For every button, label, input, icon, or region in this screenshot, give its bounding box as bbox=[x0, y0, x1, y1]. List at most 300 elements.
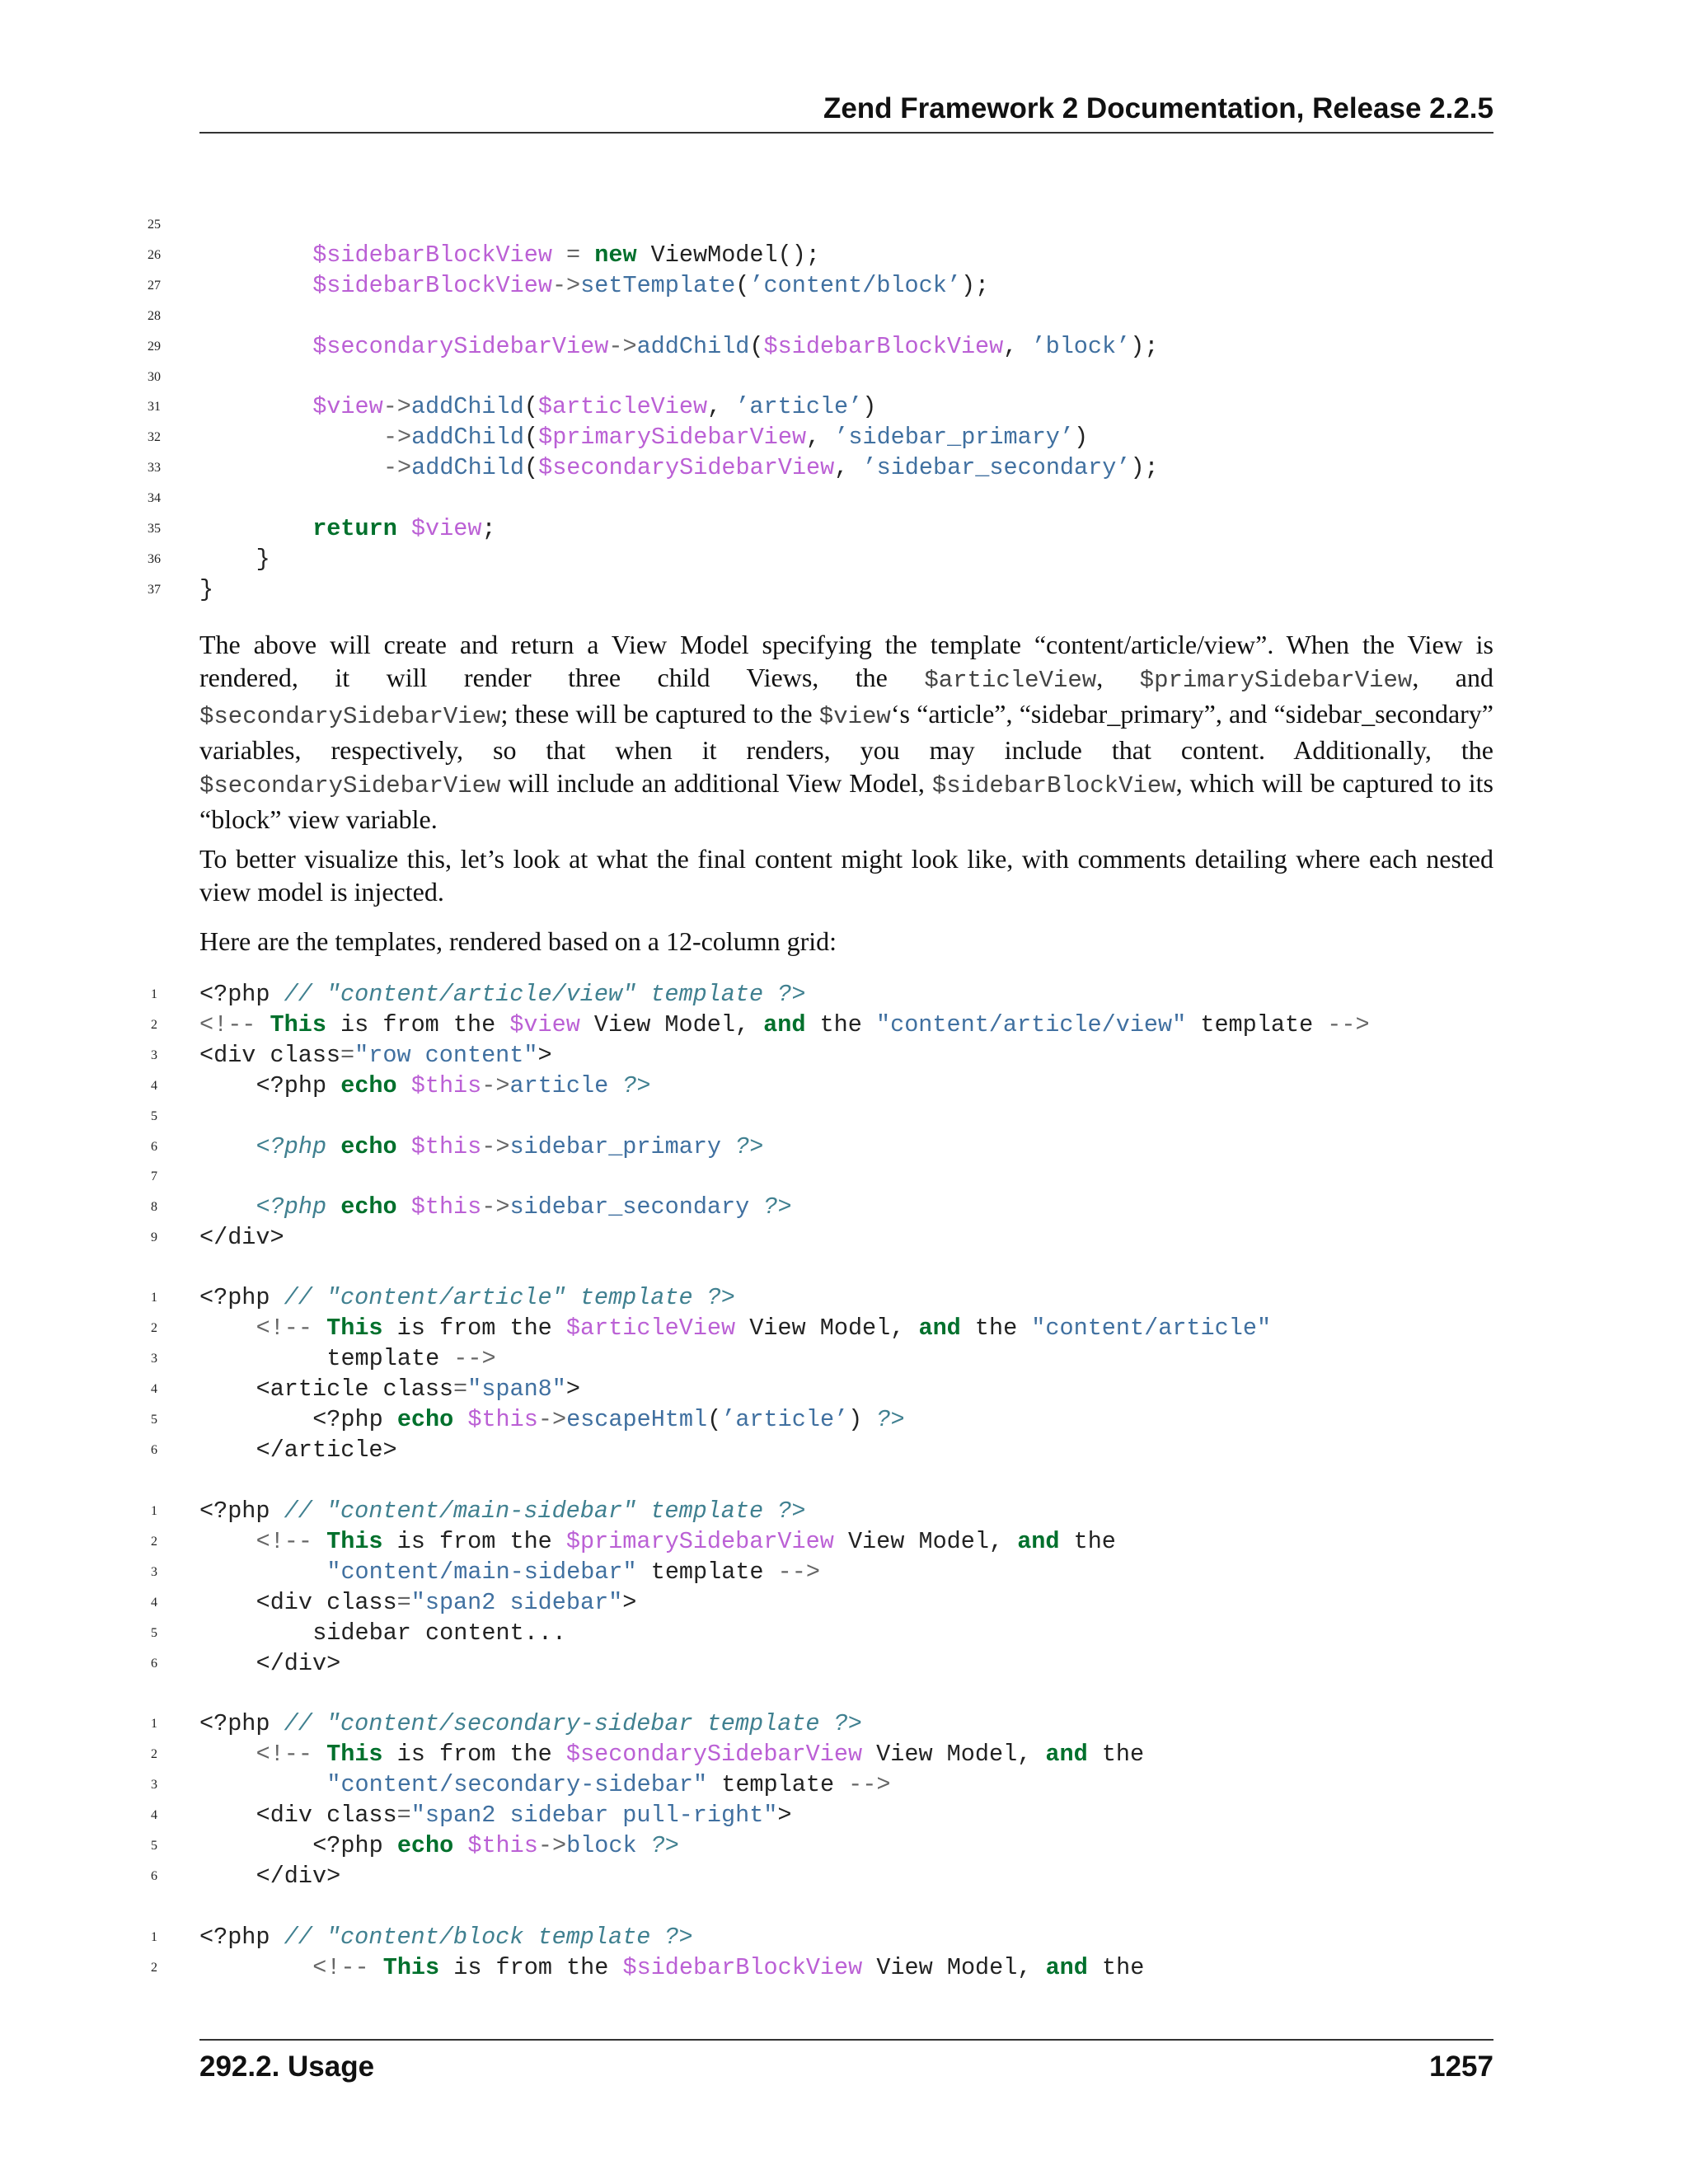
code-text bbox=[326, 1557, 820, 1587]
paragraph-templates-intro: Here are the templates, rendered based on a 12-column grid: bbox=[199, 926, 837, 956]
code-token: new bbox=[594, 241, 637, 269]
code-token: --> bbox=[1327, 1010, 1370, 1038]
code-line bbox=[0, 1343, 1688, 1374]
code-line bbox=[0, 1192, 1688, 1222]
line-number: 35 bbox=[148, 522, 161, 536]
code-line bbox=[0, 452, 1688, 483]
code-token: // "content/block template ?> bbox=[284, 1924, 693, 1951]
code-token: echo bbox=[340, 1193, 397, 1221]
line-number: 6 bbox=[151, 1442, 157, 1457]
line-number: 1 bbox=[151, 1717, 157, 1731]
code-token: $secondarySidebarView bbox=[312, 332, 609, 360]
code-token: $primarySidebarView bbox=[538, 424, 807, 452]
code-token bbox=[397, 1193, 411, 1221]
code-text bbox=[312, 391, 876, 422]
code-text bbox=[256, 544, 270, 574]
code-token: return bbox=[312, 515, 397, 542]
code-line bbox=[0, 362, 1688, 392]
code-token: -> bbox=[382, 424, 412, 452]
code-token bbox=[312, 1741, 326, 1768]
code-text bbox=[199, 1922, 693, 1952]
code-token: </article> bbox=[256, 1436, 397, 1464]
code-token: echo bbox=[396, 1405, 454, 1433]
code-token: "span2 sidebar" bbox=[410, 1588, 623, 1616]
code-text bbox=[326, 1769, 890, 1800]
code-text bbox=[256, 1435, 397, 1465]
code-token: the bbox=[1087, 1953, 1145, 1981]
code-token: $sidebarBlockView bbox=[312, 241, 552, 269]
line-number: 27 bbox=[148, 278, 161, 293]
code-token: -> bbox=[537, 1405, 567, 1433]
code-line bbox=[0, 1132, 1688, 1162]
code-line bbox=[0, 1161, 1688, 1192]
code-token bbox=[397, 515, 411, 542]
code-line bbox=[0, 1010, 1688, 1040]
code-text bbox=[312, 240, 820, 270]
code-text bbox=[256, 1526, 1116, 1557]
code-text bbox=[256, 1132, 764, 1162]
code-token: = bbox=[566, 241, 581, 269]
line-number: 28 bbox=[148, 308, 161, 323]
code-token: ) bbox=[862, 393, 877, 421]
code-line bbox=[0, 270, 1688, 301]
line-number: 3 bbox=[151, 1777, 157, 1792]
code-text bbox=[256, 1800, 792, 1830]
code-token: ’article’ bbox=[721, 1405, 849, 1433]
code-token: = bbox=[340, 1041, 355, 1069]
code-line bbox=[0, 1313, 1688, 1343]
code-token: ?> bbox=[650, 1831, 679, 1859]
code-token: <?php bbox=[199, 981, 270, 1008]
code-token: ’block’ bbox=[1031, 332, 1131, 360]
code-token: ); bbox=[1130, 332, 1159, 360]
code-token: ) bbox=[1074, 424, 1089, 452]
code-token bbox=[270, 1497, 284, 1525]
code-token: <?php bbox=[256, 1193, 327, 1221]
code-token: ?> bbox=[876, 1405, 905, 1433]
code-token: View Model, bbox=[579, 1010, 764, 1038]
code-text bbox=[326, 1343, 495, 1374]
code-token: // "content/article/view" template ?> bbox=[284, 981, 806, 1008]
code-token: echo bbox=[396, 1831, 454, 1859]
code-token: <!-- bbox=[256, 1314, 313, 1342]
code-token: and bbox=[1017, 1527, 1060, 1555]
code-line bbox=[0, 1708, 1688, 1739]
code-token: block bbox=[566, 1831, 637, 1859]
code-token: $view bbox=[410, 515, 482, 542]
code-token: // "content/main-sidebar" template ?> bbox=[284, 1497, 806, 1525]
code-line bbox=[0, 1648, 1688, 1679]
code-token bbox=[270, 1284, 284, 1311]
code-token: template bbox=[1186, 1010, 1328, 1038]
code-token: ); bbox=[960, 271, 990, 299]
code-token: addChild bbox=[411, 424, 524, 452]
code-token bbox=[369, 1954, 383, 1981]
line-number: 1 bbox=[151, 1504, 157, 1518]
code-text bbox=[256, 1071, 651, 1101]
code-line bbox=[0, 1739, 1688, 1769]
code-line bbox=[0, 1435, 1688, 1465]
code-token: --> bbox=[848, 1770, 891, 1798]
code-token: "content/article" bbox=[1031, 1314, 1272, 1342]
paragraph-explanation bbox=[199, 628, 1493, 836]
code-token: <?php bbox=[312, 1831, 383, 1859]
code-token: $primarySidebarView bbox=[565, 1527, 834, 1555]
line-number: 7 bbox=[151, 1169, 157, 1184]
code-token: <?php bbox=[199, 1284, 270, 1311]
code-token bbox=[256, 1011, 270, 1038]
line-number: 1 bbox=[151, 1930, 157, 1944]
running-title: Zend Framework 2 Documentation, Release 2.2.5 bbox=[823, 92, 1493, 124]
code-token: <?php bbox=[199, 1924, 270, 1951]
code-token: ( bbox=[523, 393, 538, 421]
code-token: $this bbox=[467, 1831, 538, 1859]
code-token: addChild bbox=[411, 454, 524, 482]
paragraph-text: The above will create and return a View Model specifying the template “content/article/view”. When the View is rendered, it will render three child Views, the bbox=[199, 630, 1493, 692]
code-token: $view bbox=[312, 393, 383, 421]
code-token: $this bbox=[410, 1132, 482, 1160]
code-token: <?php bbox=[199, 1710, 270, 1737]
line-number: 3 bbox=[151, 1564, 157, 1579]
code-token: the bbox=[1059, 1527, 1116, 1555]
paragraph-visualize: To better visualize this, let’s look at what the final content might look like, with comments detailing where each nested view model is injected. bbox=[199, 844, 1493, 907]
code-token: <article class bbox=[256, 1375, 454, 1403]
code-token: <?php bbox=[256, 1071, 327, 1099]
code-token bbox=[608, 1072, 622, 1099]
code-token: -> bbox=[382, 393, 411, 421]
line-number: 31 bbox=[148, 400, 161, 415]
code-token: } bbox=[199, 575, 214, 603]
code-token: -> bbox=[481, 1071, 510, 1099]
code-token bbox=[580, 241, 594, 269]
code-token: is from the bbox=[382, 1527, 566, 1555]
code-token: "row content" bbox=[354, 1041, 538, 1069]
code-text bbox=[312, 331, 1158, 362]
code-line bbox=[0, 1557, 1688, 1587]
line-number: 4 bbox=[151, 1381, 157, 1396]
code-token: , bbox=[834, 454, 863, 482]
code-line bbox=[0, 1830, 1688, 1861]
code-token bbox=[326, 1133, 340, 1160]
code-token: echo bbox=[340, 1071, 397, 1099]
code-token: sidebar_primary bbox=[509, 1132, 722, 1160]
code-token: is from the bbox=[326, 1010, 510, 1038]
code-token: This bbox=[326, 1740, 383, 1768]
line-number: 4 bbox=[151, 1807, 157, 1822]
code-token: template bbox=[326, 1344, 454, 1372]
line-number: 5 bbox=[151, 1625, 157, 1640]
code-token: This bbox=[382, 1953, 440, 1981]
code-token: ’content/block’ bbox=[749, 271, 961, 299]
code-token: // "content/secondary-sidebar template ?> bbox=[284, 1710, 862, 1737]
code-line bbox=[0, 513, 1688, 544]
line-number: 29 bbox=[148, 339, 161, 354]
code-line bbox=[0, 1861, 1688, 1891]
code-line bbox=[0, 979, 1688, 1010]
code-token: $this bbox=[410, 1071, 482, 1099]
line-number: 34 bbox=[148, 491, 161, 506]
code-token: ( bbox=[523, 454, 539, 482]
code-token: </div> bbox=[256, 1862, 341, 1890]
page-number: 1257 bbox=[1429, 2050, 1493, 2083]
line-number: 30 bbox=[148, 369, 161, 384]
code-text bbox=[199, 1010, 1370, 1040]
code-line bbox=[0, 301, 1688, 331]
code-token: -> bbox=[608, 332, 637, 360]
code-token: ?> bbox=[622, 1071, 651, 1099]
code-token: echo bbox=[340, 1132, 397, 1160]
code-token: > bbox=[537, 1041, 552, 1069]
code-text bbox=[256, 1374, 580, 1404]
line-number: 2 bbox=[151, 1746, 157, 1761]
code-line bbox=[0, 209, 1688, 240]
code-token: ( bbox=[523, 424, 539, 452]
code-token: ’sidebar_secondary’ bbox=[862, 454, 1131, 482]
code-token: = bbox=[396, 1801, 411, 1829]
code-token: and bbox=[763, 1010, 806, 1038]
line-number: 4 bbox=[151, 1595, 157, 1610]
code-token: "span8" bbox=[467, 1375, 566, 1403]
code-token: <!-- bbox=[199, 1010, 256, 1038]
inline-code: $secondarySidebarView bbox=[199, 772, 501, 799]
code-token: -> bbox=[551, 271, 581, 299]
code-token: is from the bbox=[382, 1740, 566, 1768]
code-token: <!-- bbox=[256, 1740, 313, 1768]
code-token: ’article’ bbox=[735, 393, 863, 421]
code-text bbox=[312, 1618, 566, 1648]
code-token: $this bbox=[410, 1193, 482, 1221]
code-token: -> bbox=[382, 454, 412, 482]
code-token: the bbox=[960, 1314, 1032, 1342]
code-token: addChild bbox=[636, 332, 750, 360]
code-token: -> bbox=[537, 1831, 567, 1859]
code-token: "content/article/view" bbox=[875, 1010, 1187, 1038]
code-line bbox=[0, 1587, 1688, 1618]
code-line bbox=[0, 1922, 1688, 1952]
code-token: ?> bbox=[735, 1132, 764, 1160]
code-token: ( bbox=[749, 332, 764, 360]
code-line bbox=[0, 1222, 1688, 1253]
line-number: 8 bbox=[151, 1200, 157, 1215]
code-text bbox=[312, 1830, 679, 1861]
code-token bbox=[383, 1832, 397, 1859]
line-number: 2 bbox=[151, 1534, 157, 1549]
code-text bbox=[312, 1404, 904, 1435]
code-token bbox=[270, 981, 284, 1008]
line-number: 1 bbox=[151, 1291, 157, 1305]
code-token: This bbox=[326, 1527, 383, 1555]
line-number: 6 bbox=[151, 1868, 157, 1883]
code-text bbox=[199, 1496, 805, 1526]
code-token: $this bbox=[467, 1405, 538, 1433]
line-number: 5 bbox=[151, 1838, 157, 1853]
code-token: </div> bbox=[199, 1224, 284, 1252]
code-line bbox=[0, 1769, 1688, 1800]
code-token: $articleView bbox=[537, 393, 708, 421]
code-text bbox=[256, 1648, 341, 1679]
paragraph-text: , and bbox=[1412, 663, 1494, 692]
code-token: and bbox=[1045, 1953, 1088, 1981]
code-text bbox=[199, 1708, 862, 1739]
inline-code: $view bbox=[818, 703, 891, 730]
code-token: setTemplate bbox=[580, 271, 736, 299]
inline-code: $secondarySidebarView bbox=[199, 703, 501, 730]
code-token: ); bbox=[1130, 454, 1159, 482]
paragraph-text: , bbox=[1096, 663, 1140, 692]
code-token bbox=[270, 1710, 284, 1737]
code-line bbox=[0, 422, 1688, 452]
code-line bbox=[0, 1496, 1688, 1526]
code-token: the bbox=[805, 1010, 876, 1038]
code-text bbox=[199, 1282, 735, 1313]
code-token: > bbox=[777, 1801, 792, 1829]
code-token: , bbox=[707, 393, 736, 421]
code-token bbox=[453, 1406, 467, 1433]
code-line bbox=[0, 1040, 1688, 1071]
line-number: 3 bbox=[151, 1351, 157, 1366]
code-token: escapeHtml bbox=[566, 1405, 708, 1433]
code-token: , bbox=[806, 424, 835, 452]
code-token: ’sidebar_primary’ bbox=[834, 424, 1075, 452]
code-token bbox=[326, 1193, 340, 1221]
code-token bbox=[312, 1315, 326, 1342]
code-token: <div class bbox=[256, 1801, 397, 1829]
code-token: This bbox=[270, 1010, 326, 1038]
code-token bbox=[326, 1072, 340, 1099]
inline-code: $primarySidebarView bbox=[1139, 667, 1413, 694]
code-token bbox=[312, 1528, 326, 1555]
code-text bbox=[312, 1952, 1144, 1983]
code-text bbox=[256, 1739, 1145, 1769]
code-token: $articleView bbox=[565, 1314, 736, 1342]
line-number: 2 bbox=[151, 1017, 157, 1032]
code-token: sidebar_secondary bbox=[509, 1193, 750, 1221]
code-token: is from the bbox=[439, 1953, 623, 1981]
code-token bbox=[552, 241, 566, 269]
code-token: the bbox=[1087, 1740, 1145, 1768]
code-token: and bbox=[918, 1314, 961, 1342]
line-number: 37 bbox=[148, 582, 161, 597]
code-token: "span2 sidebar pull-right" bbox=[410, 1801, 778, 1829]
code-line bbox=[0, 391, 1688, 422]
code-token: <?php bbox=[199, 1497, 270, 1525]
line-number: 25 bbox=[148, 218, 161, 232]
code-line bbox=[0, 1282, 1688, 1313]
code-token: "content/main-sidebar" bbox=[326, 1558, 637, 1586]
code-line bbox=[0, 1404, 1688, 1435]
footer-section: 292.2. Usage bbox=[199, 2050, 375, 2083]
code-token: = bbox=[396, 1588, 411, 1616]
code-token bbox=[383, 1406, 397, 1433]
code-token: ?> bbox=[763, 1193, 792, 1221]
code-token: <?php bbox=[256, 1132, 327, 1160]
paragraph-text: ‘s “article”, “sidebar_primary”, and “sidebar_secondary” variables, respectively, so that when it renders, you may include that content. Additionally, the bbox=[199, 699, 1494, 765]
code-token: is from the bbox=[382, 1314, 566, 1342]
line-number: 33 bbox=[148, 461, 161, 476]
code-text bbox=[199, 1222, 284, 1253]
code-token: ) bbox=[848, 1405, 877, 1433]
code-token: -> bbox=[481, 1132, 510, 1160]
paragraph-text: will include an additional View Model, bbox=[500, 768, 932, 798]
code-line bbox=[0, 1374, 1688, 1404]
code-token: <div class bbox=[199, 1041, 341, 1069]
code-token: ; bbox=[481, 515, 496, 542]
line-number: 2 bbox=[151, 1960, 157, 1975]
line-number: 1 bbox=[151, 987, 157, 1001]
code-token: template bbox=[636, 1558, 778, 1586]
code-token bbox=[397, 1072, 411, 1099]
code-token: View Model, bbox=[862, 1953, 1046, 1981]
code-line bbox=[0, 331, 1688, 362]
code-token: addChild bbox=[410, 393, 524, 421]
page-footer bbox=[199, 2039, 1493, 2088]
line-number: 9 bbox=[151, 1230, 157, 1245]
code-text bbox=[312, 270, 989, 301]
code-line bbox=[0, 240, 1688, 270]
line-number: 3 bbox=[151, 1047, 157, 1062]
code-token: , bbox=[1003, 332, 1032, 360]
line-number: 5 bbox=[151, 1108, 157, 1123]
line-number: 32 bbox=[148, 430, 161, 445]
line-number: 5 bbox=[151, 1412, 157, 1427]
code-token: View Model, bbox=[833, 1527, 1018, 1555]
code-token: <div class bbox=[256, 1588, 397, 1616]
code-text bbox=[199, 574, 213, 605]
code-text bbox=[199, 979, 805, 1010]
code-token: > bbox=[565, 1375, 580, 1403]
code-text bbox=[256, 1313, 1271, 1343]
code-token: $view bbox=[509, 1010, 580, 1038]
code-token: $sidebarBlockView bbox=[763, 332, 1004, 360]
code-token: ( bbox=[735, 271, 750, 299]
code-token bbox=[453, 1832, 467, 1859]
paragraph-text: ; these will be captured to the bbox=[500, 699, 819, 729]
code-token bbox=[721, 1133, 735, 1160]
code-line bbox=[0, 1071, 1688, 1101]
code-token: <!-- bbox=[256, 1527, 313, 1555]
code-line bbox=[0, 483, 1688, 513]
code-line bbox=[0, 1526, 1688, 1557]
code-token: = bbox=[453, 1375, 468, 1403]
code-text bbox=[256, 1587, 637, 1618]
code-token: View Model, bbox=[862, 1740, 1046, 1768]
code-token: $secondarySidebarView bbox=[565, 1740, 863, 1768]
code-token bbox=[397, 1133, 411, 1160]
code-token: and bbox=[1045, 1740, 1088, 1768]
code-token bbox=[637, 1832, 651, 1859]
code-token: -> bbox=[481, 1193, 510, 1221]
code-token: $sidebarBlockView bbox=[622, 1953, 863, 1981]
code-line bbox=[0, 544, 1688, 574]
code-token: This bbox=[326, 1314, 383, 1342]
line-number: 2 bbox=[151, 1320, 157, 1335]
line-number: 26 bbox=[148, 247, 161, 262]
code-token: "content/secondary-sidebar" bbox=[326, 1770, 708, 1798]
code-token: $sidebarBlockView bbox=[312, 271, 552, 299]
code-token: ViewModel(); bbox=[636, 241, 820, 269]
code-token: <?php bbox=[312, 1405, 383, 1433]
line-number: 4 bbox=[151, 1078, 157, 1093]
code-token bbox=[270, 1924, 284, 1951]
code-token: <!-- bbox=[312, 1953, 369, 1981]
code-text bbox=[312, 513, 495, 544]
code-token: template bbox=[707, 1770, 849, 1798]
line-number: 6 bbox=[151, 1139, 157, 1154]
code-token: View Model, bbox=[735, 1314, 919, 1342]
code-token: > bbox=[622, 1588, 637, 1616]
code-token: // "content/article" template ?> bbox=[284, 1284, 735, 1311]
code-token: --> bbox=[777, 1558, 820, 1586]
